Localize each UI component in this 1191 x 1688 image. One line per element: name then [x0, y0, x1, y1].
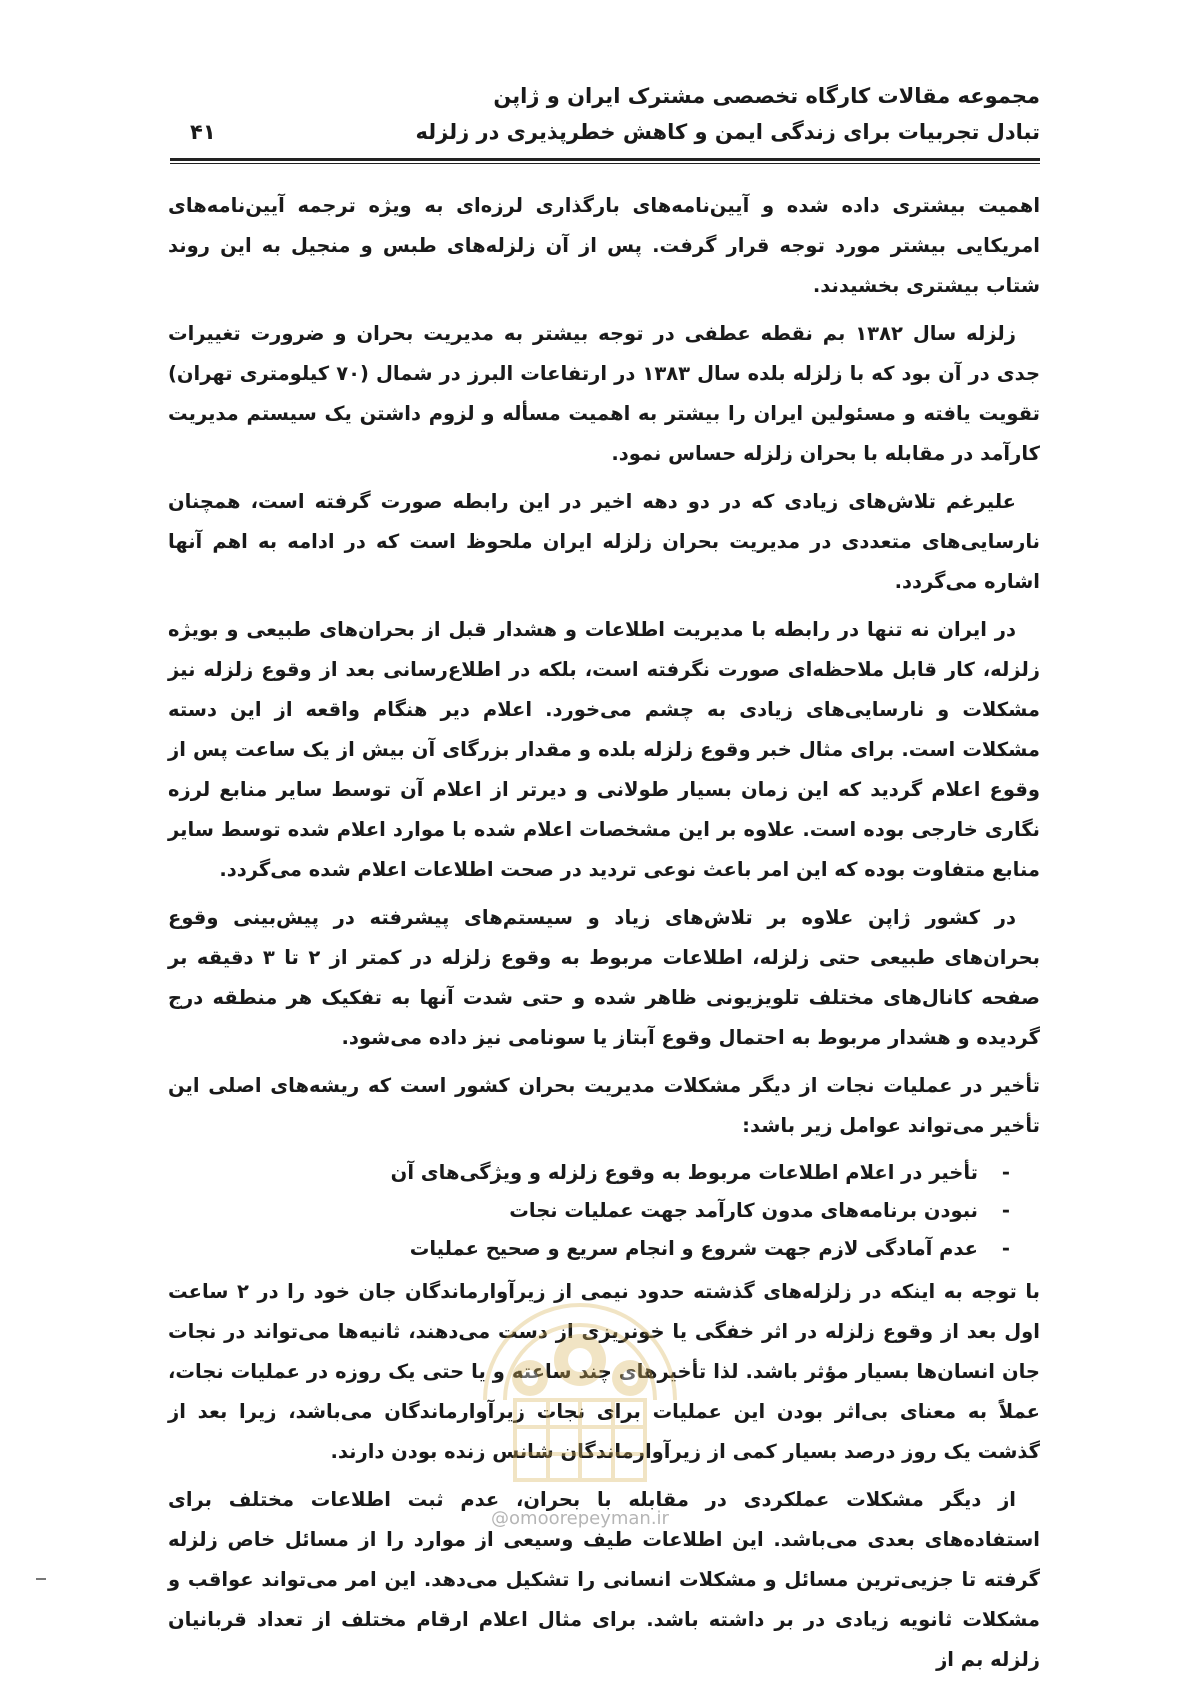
paragraph-7: با توجه به اینکه در زلزله‌های گذشته حدود نیمی از زیرآوارماندگان جان خود را در ۲ ساعت اول بعد از وقوع زلزله در اثر خفگی یا خونریزی از دست می‌دهند، ثانیه‌ها می‌تواند در نجات جان انسان‌ها بسیار مؤثر باشد. لذا تأخیرهای چند ساعته و یا حتی یک روزه در عملیات نجات، عملاً به معنای بی‌اثر بودن این عملیات برای نجات زیرآوارماندگان می‌باشد، زیرا بعد از گذشت یک روز درصد بسیار کمی از زیرآوارماندگان شانس زنده بودن دارند. — [168, 1280, 1040, 1463]
bullet-marker: - — [1001, 1199, 1010, 1222]
bullet-marker: - — [1001, 1161, 1010, 1184]
header-title-line1: مجموعه مقالات کارگاه تخصصی مشترک ایران و ژاپن — [493, 84, 1040, 108]
paragraph-4: در ایران نه تنها در رابطه با مدیریت اطلاعات و هشدار قبل از بحران‌های طبیعی و بویژه زلزله، کار قابل ملاحظه‌ای صورت نگرفته است، بلکه در اطلاع‌رسانی بعد از وقوع زلزله نیز مشکلات و نارسایی‌های زیادی به چشم می‌خورد. اعلام دیر هنگام واقعه از این دسته مشکلات است. برای مثال خبر وقوع زلزله بلده و مقدار بزرگای آن بیش از یک ساعت پس از وقوع اعلام گردید که این زمان بسیار طولانی و دیرتر از اعلام آن توسط سایر منابع لرزه نگاری خارجی بوده است. علاوه بر این مشخصات اعلام شده با موارد اعلام شده توسط سایر منابع متفاوت بوده که این امر باعث نوعی تردید در صحت اطلاعات اعلام شده می‌گردد. — [168, 618, 1040, 881]
margin-mark — [36, 1578, 46, 1580]
header-title-line2: تبادل تجربیات برای زندگی ایمن و کاهش خطرپذیری در زلزله — [415, 120, 1040, 144]
watermark-url: @omoorepeyman.ir — [491, 1508, 669, 1529]
paragraph-3: علیرغم تلاش‌های زیادی که در دو دهه اخیر در این رابطه صورت گرفته است، همچنان نارسایی‌های متعددی در مدیریت بحران زلزله ایران ملحوظ است که در ادامه به اهم آنها اشاره می‌گردد. — [168, 490, 1040, 593]
paragraph-5: در کشور ژاپن علاوه بر تلاش‌های زیاد و سیستم‌های پیشرفته در پیش‌بینی وقوع بحران‌های طبیعی حتی زلزله، اطلاعات مربوط به وقوع زلزله در کمتر از ۲ تا ۳ دقیقه بر صفحه کانال‌های مختلف تلویزیونی ظاهر شده و حتی شدت آنها به تفکیک هر منطقه درج گردیده و هشدار مربوط به احتمال وقوع آبتاز یا سونامی نیز داده می‌شود. — [168, 906, 1040, 1049]
page-number: ۴۱ — [190, 120, 216, 144]
paragraph-6: تأخیر در عملیات نجات از دیگر مشکلات مدیریت بحران کشور است که ریشه‌های اصلی این تأخیر می‌تواند عوامل زیر باشد: — [168, 1074, 1040, 1137]
list-item — [168, 1154, 1010, 1192]
header-rule-thick — [170, 158, 1040, 161]
header-rule-thin — [170, 163, 1040, 164]
list-item-text: عدم آمادگی لازم جهت شروع و انجام سریع و صحیح عملیات — [409, 1237, 978, 1260]
list-item-text: نبودن برنامه‌های مدون کارآمد جهت عملیات نجات — [509, 1199, 978, 1222]
body-text — [168, 186, 1040, 1688]
bullet-list — [168, 1154, 1040, 1268]
paragraph-2: زلزله سال ۱۳۸۲ بم نقطه عطفی در توجه بیشتر به مدیریت بحران و ضرورت تغییرات جدی در آن بود که با زلزله بلده سال ۱۳۸۳ در ارتفاعات البرز در شمال (۷۰ کیلومتری تهران) تقویت یافته و مسئولین ایران را بیشتر به اهمیت مسأله و لزوم داشتن یک سیستم مدیریت کارآمد در مقابله با بحران زلزله حساس نمود. — [168, 322, 1040, 465]
list-item — [168, 1192, 1010, 1230]
bullet-marker: - — [1001, 1237, 1010, 1260]
running-header — [170, 80, 1040, 160]
paragraph-1: اهمیت بیشتری داده شده و آیین‌نامه‌های بارگذاری لرزه‌ای به ویژه ترجمه آیین‌نامه‌های امریکایی بیشتر مورد توجه قرار گرفت. پس از آن زلزله‌های طبس و منجیل به این روند شتاب بیشتری بخشیدند. — [168, 194, 1040, 297]
list-item — [168, 1230, 1010, 1268]
list-item-text: تأخیر در اعلام اطلاعات مربوط به وقوع زلزله و ویژگی‌های آن — [390, 1161, 978, 1184]
paragraph-8: از دیگر مشکلات عملکردی در مقابله با بحران، عدم ثبت اطلاعات مختلف برای استفاده‌های بعدی می‌باشد. این اطلاعات طیف وسیعی از موارد را از مسائل خاص زلزله گرفته تا جزیی‌ترین مسائل و مشکلات انسانی را تشکیل می‌دهد. این امر می‌تواند عواقب و مشکلات ثانویه زیادی در بر داشته باشد. برای مثال اعلام ارقام مختلف از تعداد قربانیان زلزله بم از — [168, 1488, 1040, 1671]
